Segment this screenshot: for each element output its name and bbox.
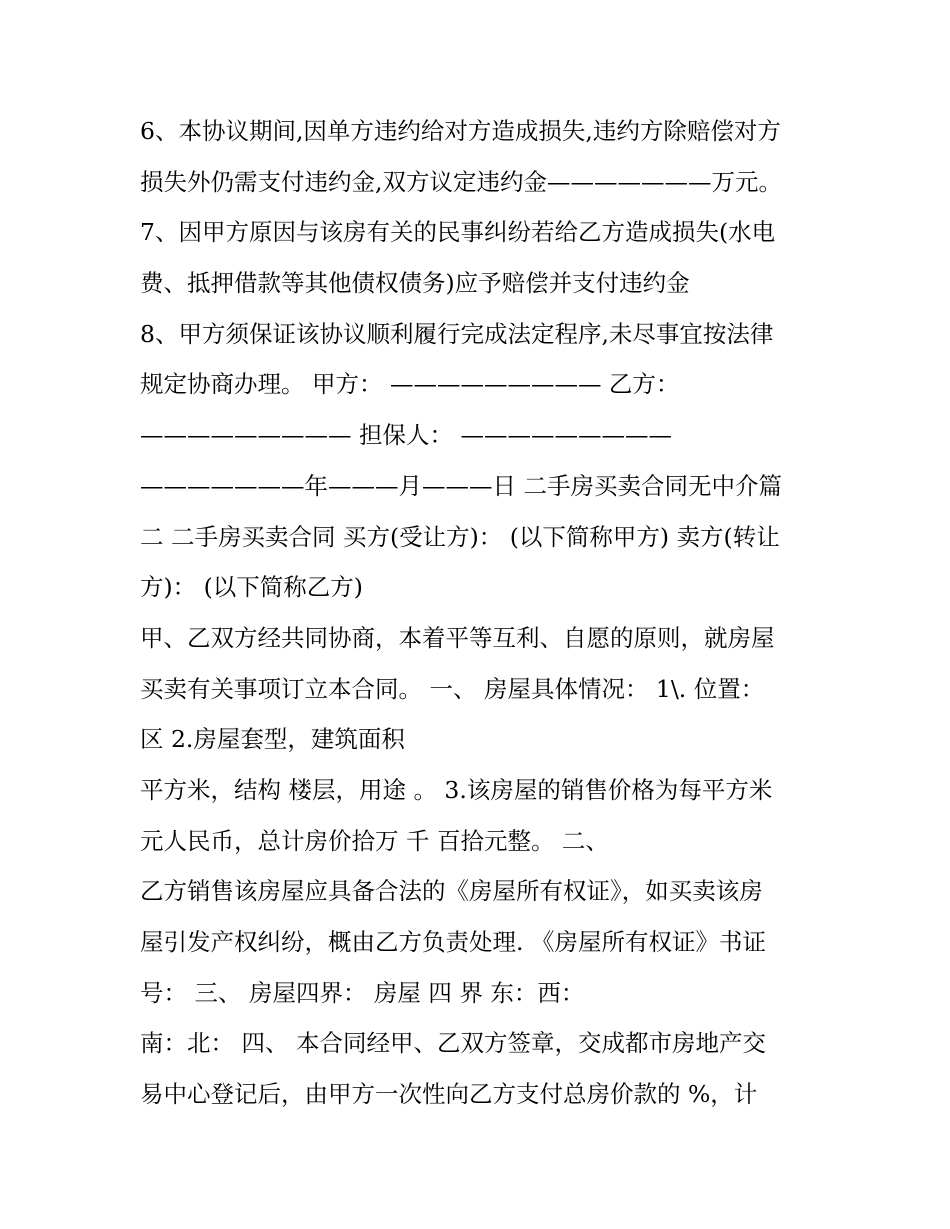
text-line: 元人民币，总计房价拾万 千 百拾元整。 二、 xyxy=(140,826,609,855)
text-line: 南：北： 四、 本合同经甲、乙双方签章，交成都市房地产交 xyxy=(140,1029,766,1058)
text-line: 6、本协议期间,因单方违约给对方造成损失,违约方除赔偿对方 xyxy=(140,117,781,145)
text-line: 区 2.房屋套型，建筑面积 xyxy=(140,725,405,754)
text-line: 损失外仍需支付违约金,双方议定违约金———————万元。 xyxy=(140,167,782,196)
text-line: 7、因甲方原因与该房有关的民事纠纷若给乙方造成损失(水电 xyxy=(140,218,776,247)
text-line: ————————— 担保人： ————————— xyxy=(140,421,672,450)
text-line: 方)： (以下简称乙方) xyxy=(140,573,363,602)
text-line: ———————年———月———日 二手房买卖合同无中介篇 xyxy=(140,471,782,500)
text-line: 号： 三、 房屋四界： 房屋 四 界 东：西： xyxy=(140,978,585,1007)
contract-text xyxy=(140,106,820,1120)
text-line: 平方米，结构 楼层，用途 。 3.该房屋的销售价格为每平方米 xyxy=(140,775,773,804)
text-line: 乙方销售该房屋应具备合法的《房屋所有权证》，如买卖该房 xyxy=(140,877,763,906)
text-line: 8、甲方须保证该协议顺利履行完成法定程序,未尽事宜按法律 xyxy=(140,319,774,348)
text-line: 屋引发产权纠纷，概由乙方负责处理. 《房屋所有权证》书证 xyxy=(140,928,766,956)
text-line: 易中心登记后，由甲方一次性向乙方支付总房价款的 %，计 xyxy=(140,1080,758,1109)
text-line: 买卖有关事项订立本合同。 一、 房屋具体情况： 1\. 位置： xyxy=(140,674,765,703)
text-line: 规定协商办理。 甲方： ————————— 乙方： xyxy=(140,370,680,399)
text-line: 二 二手房买卖合同 买方(受让方)： (以下简称甲方) 卖方(转让 xyxy=(140,522,780,551)
text-line: 甲、乙双方经共同协商，本着平等互利、自愿的原则，就房屋 xyxy=(140,623,775,652)
text-line: 费、抵押借款等其他债权债务)应予赔偿并支付违约金 xyxy=(140,269,690,298)
